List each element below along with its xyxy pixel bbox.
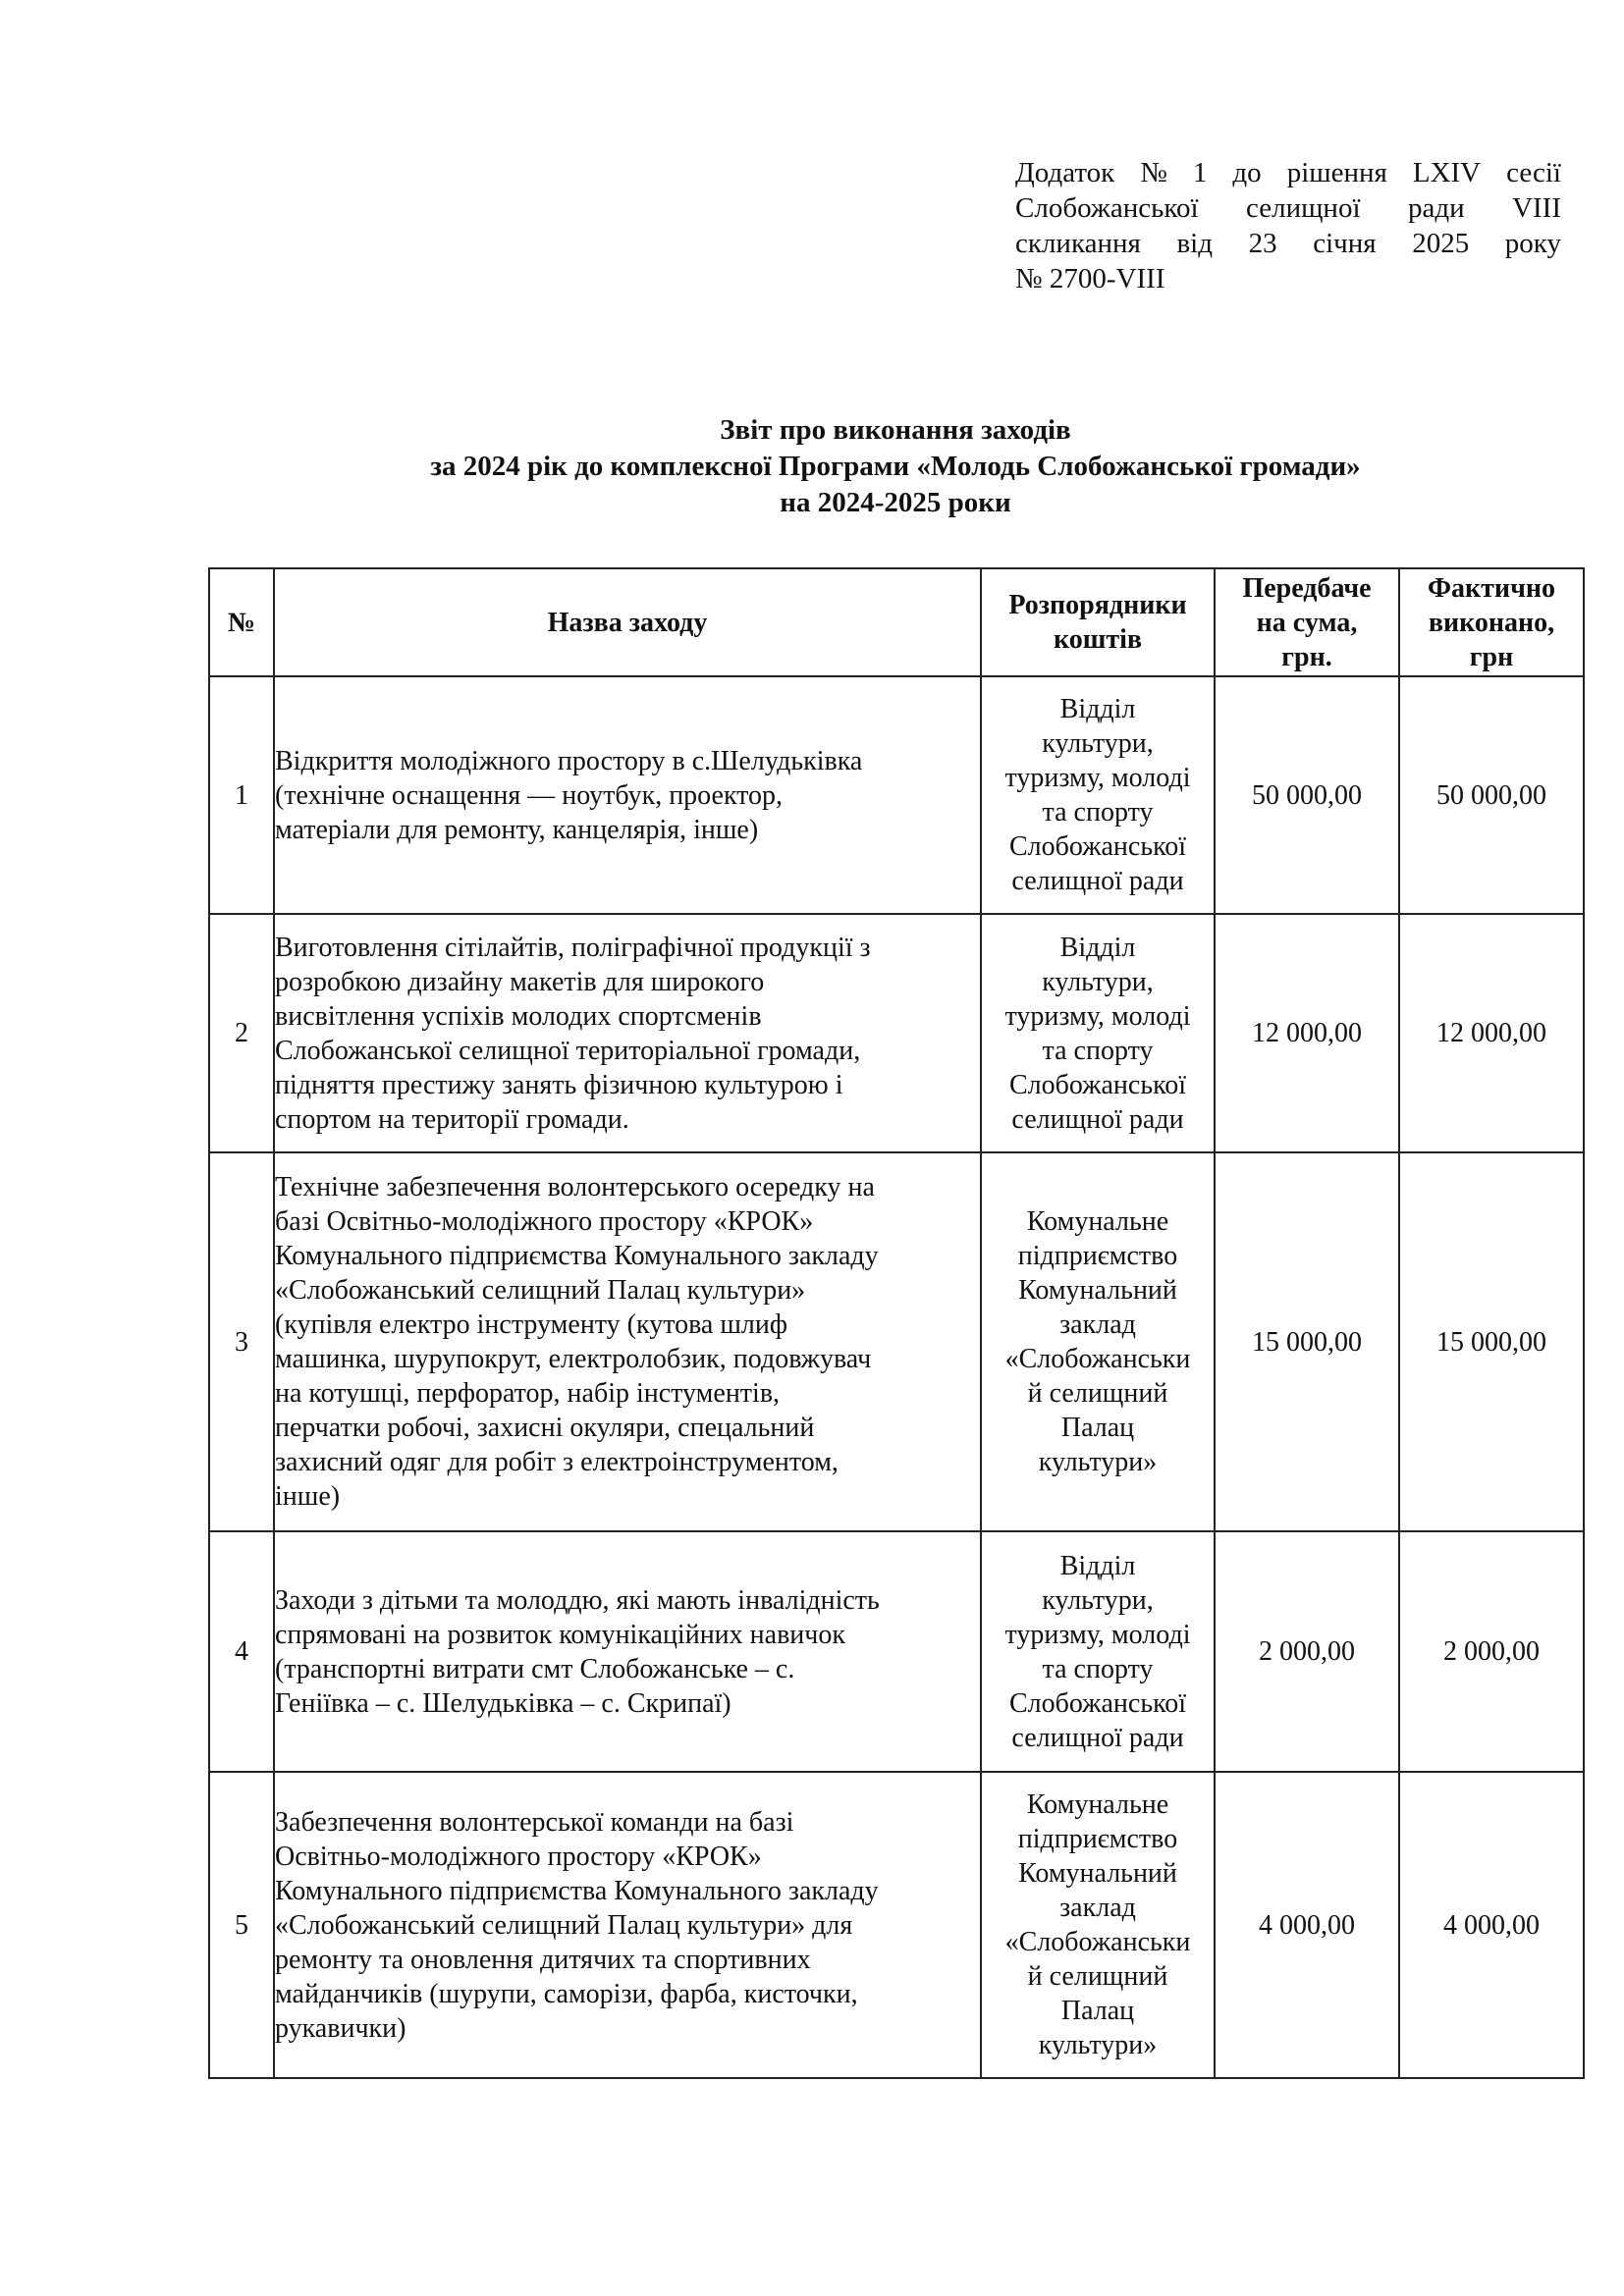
header-text-line: грн. (1281, 641, 1332, 672)
row-number: 5 (209, 1772, 274, 2078)
text-line: підняття престижу занять фізичною культурою і (275, 1069, 843, 1100)
text-line: селищної ради (1011, 1722, 1184, 1753)
text-line: Виготовлення сітілайтів, поліграфічної продукції з (275, 932, 871, 963)
text-line: Комунальне (1026, 1789, 1169, 1820)
text-line: та спорту (1042, 1653, 1154, 1684)
table-row (209, 1772, 1584, 2078)
table-row (209, 1531, 1584, 1772)
actual-sum: 4 000,00 (1399, 1772, 1584, 2078)
text-line: «Слобожанський селищний Палац культури» (275, 1275, 806, 1306)
text-line: висвітлення успіхів молодих спортсменів (275, 1000, 762, 1032)
text-line: селищної ради (1011, 866, 1184, 896)
text-line: Комунальне (1026, 1206, 1169, 1237)
annex-word: 23 (1248, 228, 1277, 259)
text-line: (купівля електро інструменту (кутова шлиф (275, 1309, 788, 1340)
annex-line-1 (1015, 155, 1561, 190)
text-line: Комунального підприємства Комунального закладу (275, 1241, 879, 1271)
actual-sum: 15 000,00 (1399, 1152, 1584, 1531)
text-line: культури, (1042, 1584, 1154, 1616)
text-line: туризму, молоді (1004, 1619, 1191, 1650)
text-line: ремонту та оновлення дитячих та спортивних (275, 1944, 811, 1975)
text-line: Відділ (1059, 1550, 1136, 1581)
row-number: 2 (209, 914, 274, 1152)
title-line-2: за 2024 рік до комплексної Програми «Молодь Слобожанської громади» (430, 451, 1361, 482)
text-line: Комунального підприємства Комунального закладу (275, 1875, 879, 1906)
text-line: підприємство (1017, 1241, 1178, 1271)
annex-line-4 (1015, 261, 1561, 296)
text-line: захисний одяг для робіт з електроінструментом, (275, 1447, 839, 1477)
annex-word: рішення (1286, 157, 1387, 188)
row-number: 3 (209, 1152, 274, 1531)
annex-word: № (1140, 157, 1167, 188)
text-line: машинка, шурупокрут, електролобзик, подовжувач (275, 1344, 872, 1374)
header-text-line: виконано, (1428, 607, 1555, 638)
event-name (274, 914, 981, 1152)
text-line: Відділ (1059, 932, 1136, 963)
text-line: Палац (1060, 1413, 1135, 1443)
text-line: культури» (1038, 1447, 1158, 1477)
text-line: спортом на території громади. (275, 1103, 629, 1135)
text-line: Технічне забезпечення волонтерського осередку на (275, 1172, 875, 1202)
event-name (274, 1772, 981, 2078)
event-name (274, 676, 981, 914)
title-line-3: на 2024-2025 роки (780, 487, 1011, 518)
header-fund-managers (981, 568, 1215, 676)
text-line: туризму, молоді (1004, 763, 1191, 793)
row-number: 4 (209, 1531, 274, 1772)
table-row (209, 676, 1584, 914)
header-text-line: на сума, (1256, 607, 1358, 638)
header-text-line: Фактично (1428, 572, 1555, 604)
text-line: Слобожанської (1008, 1687, 1187, 1719)
text-line: інше) (275, 1481, 341, 1512)
text-line: Слобожанської селищної територіальної громади, (275, 1035, 861, 1066)
text-line: Відділ (1059, 694, 1136, 724)
text-line: підприємство (1017, 1824, 1178, 1854)
text-line: Слобожанської (1008, 831, 1187, 862)
text-line: заклад (1059, 1893, 1136, 1923)
report-table (208, 567, 1585, 2079)
text-line: Комунальний (1018, 1858, 1177, 1889)
annex-word: селищної (1246, 192, 1361, 224)
annex-word: січня (1313, 228, 1377, 259)
text-line: Відкриття молодіжного простору в с.Шелудьківка (275, 745, 863, 776)
text-line: й селищний (1027, 1961, 1168, 1992)
table-row (209, 914, 1584, 1152)
text-line: перчатки робочі, захисні окуляри, спецальний (275, 1413, 815, 1443)
text-line: матеріали для ремонту, канцелярія, інше) (275, 814, 759, 845)
report-title (208, 412, 1583, 521)
header-text-line: Передбаче (1242, 572, 1372, 604)
text-line: розробкою дизайну макетів для широкого (275, 966, 765, 997)
decision-number: № 2700-VIII (1015, 263, 1165, 294)
annex-word: до (1232, 157, 1262, 188)
text-line: Освітньо-молодіжного простору «КРОК» (275, 1841, 762, 1872)
text-line: селищної ради (1011, 1103, 1184, 1135)
text-line: та спорту (1042, 1035, 1154, 1066)
planned-sum: 12 000,00 (1215, 914, 1399, 1152)
title-line-1: Звіт про виконання заходів (720, 414, 1071, 446)
annex-word: ради (1407, 192, 1465, 224)
text-line: «Слобожанськи (1004, 1344, 1191, 1374)
fund-manager (981, 676, 1215, 914)
text-line: рукавички) (275, 2012, 406, 2044)
annex-line-2 (1015, 190, 1561, 226)
fund-manager (981, 1531, 1215, 1772)
table-row (209, 1152, 1584, 1531)
header-text-line: грн (1469, 641, 1514, 672)
text-line: «Слобожанськи (1004, 1927, 1191, 1957)
fund-manager (981, 914, 1215, 1152)
text-line: Комунальний (1018, 1275, 1177, 1306)
text-line: Забезпечення волонтерської команди на базі (275, 1806, 794, 1838)
text-line: заклад (1059, 1309, 1136, 1340)
header-event-name: Назва заходу (274, 568, 981, 676)
planned-sum: 4 000,00 (1215, 1772, 1399, 2078)
text-line: «Слобожанський селищний Палац культури» для (275, 1909, 853, 1941)
annex-word: 2025 (1412, 228, 1470, 259)
annex-header (1015, 155, 1561, 296)
annex-word: скликання (1015, 228, 1141, 259)
text-line: культури» (1038, 2030, 1158, 2060)
fund-manager (981, 1152, 1215, 1531)
row-number: 1 (209, 676, 274, 914)
event-name (274, 1152, 981, 1531)
text-line: (технічне оснащення — ноутбук, проектор, (275, 779, 784, 811)
header-actual-sum (1399, 568, 1584, 676)
text-line: Палац (1060, 1996, 1135, 2026)
planned-sum: 50 000,00 (1215, 676, 1399, 914)
annex-word: сесії (1506, 157, 1561, 188)
actual-sum: 2 000,00 (1399, 1531, 1584, 1772)
event-name (274, 1531, 981, 1772)
annex-word: року (1504, 228, 1561, 259)
text-line: культури, (1042, 966, 1154, 997)
header-planned-sum (1215, 568, 1399, 676)
text-line: на котушці, перфоратор, набір інстументів, (275, 1378, 781, 1409)
text-line: (транспортні витрати смт Слобожанське – с. (275, 1653, 795, 1684)
annex-word: 1 (1192, 157, 1208, 188)
fund-manager (981, 1772, 1215, 2078)
table-header-row (209, 568, 1584, 676)
planned-sum: 2 000,00 (1215, 1531, 1399, 1772)
actual-sum: 12 000,00 (1399, 914, 1584, 1152)
header-text-line: коштів (1053, 624, 1143, 655)
annex-word: VIII (1512, 192, 1561, 224)
text-line: та спорту (1042, 797, 1154, 828)
text-line: базі Освітньо-молодіжного простору «КРОК» (275, 1206, 814, 1237)
text-line: Заходи з дітьми та молоддю, які мають інвалідність (275, 1584, 880, 1616)
text-line: й селищний (1027, 1378, 1168, 1409)
annex-word: LXIV (1412, 157, 1482, 188)
annex-word: Слобожанської (1015, 192, 1199, 224)
planned-sum: 15 000,00 (1215, 1152, 1399, 1531)
annex-word: Додаток (1015, 157, 1115, 188)
text-line: майданчиків (шурупи, саморізи, фарба, кисточки, (275, 1978, 858, 2009)
text-line: туризму, молоді (1004, 1000, 1191, 1032)
text-line: Слобожанської (1008, 1069, 1187, 1100)
annex-line-3 (1015, 226, 1561, 261)
actual-sum: 50 000,00 (1399, 676, 1584, 914)
text-line: спрямовані на розвиток комунікаційних навичок (275, 1619, 845, 1650)
text-line: культури, (1042, 728, 1154, 759)
header-number: № (209, 568, 274, 676)
header-text-line: Розпорядники (1008, 590, 1187, 620)
annex-word: від (1176, 228, 1213, 259)
text-line: Геніївка – с. Шелудьківка – с. Скрипаї) (275, 1687, 731, 1719)
